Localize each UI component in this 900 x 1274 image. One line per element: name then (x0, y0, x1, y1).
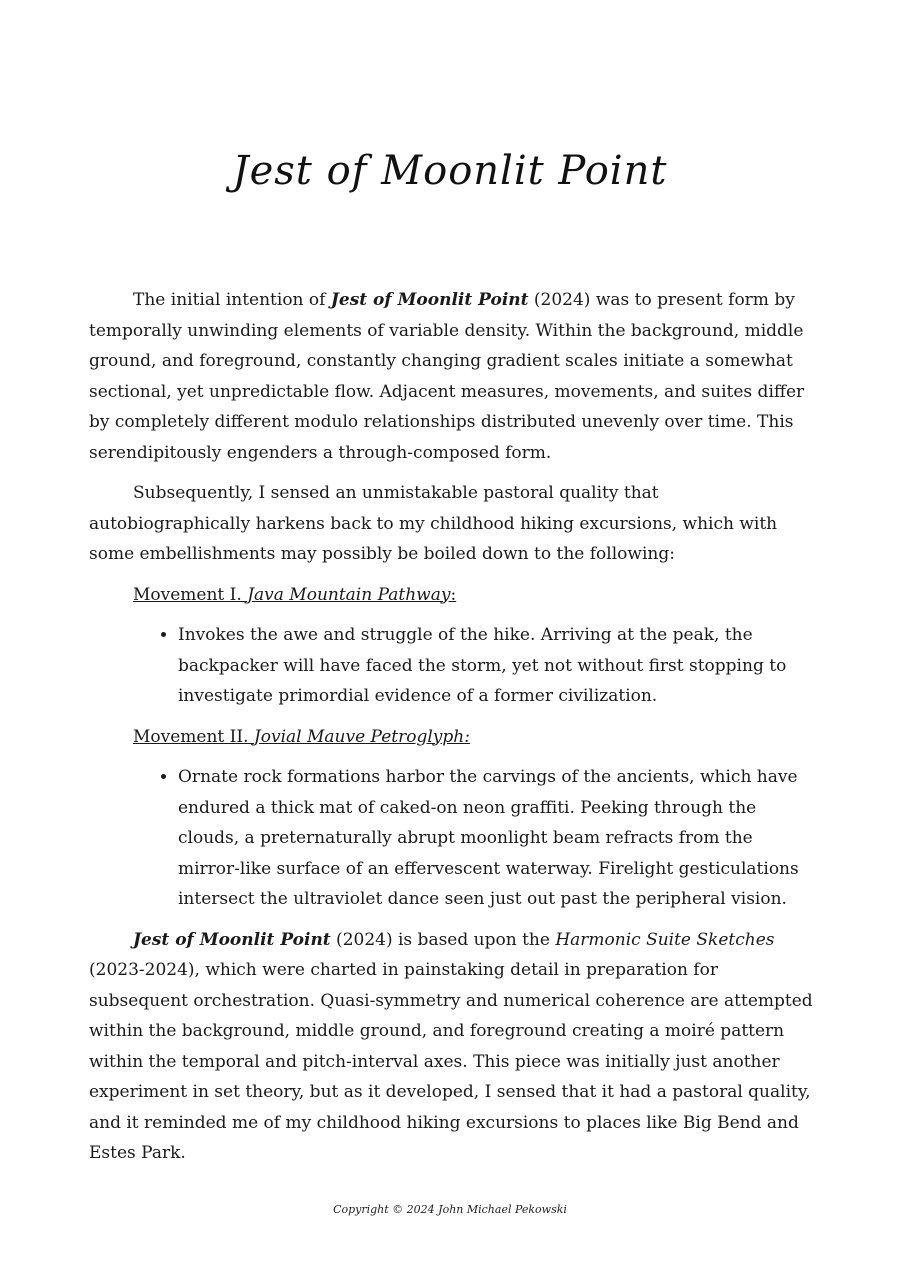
work-title-2: Jest of Moonlit Point (133, 929, 331, 950)
movement-1-bullet: • Invokes the awe and struggle of the hike. Arriving at the peak, the backpacker will have faced the storm, yet not without first stopping to investigate primordial evidence of a former civilization. (178, 620, 814, 712)
intro-text-start: The initial intention of (133, 290, 331, 310)
document-body (89, 285, 814, 1179)
work-title: Jest of Moonlit Point (330, 290, 529, 310)
sketches-title: Harmonic Suite Sketches (555, 929, 775, 950)
movement-2-list (89, 762, 814, 915)
intro-text-rest: (2024) was to present form by temporally unwinding elements of variable density. Within the background, middle ground, and foreground, constantly changing gradient scales initiate a somewhat sectional, yet unpredictable flow. Adjacent measures, movements, and suites differ by completely different modulo relationships distributed unevenly over time. This serendipitously engenders a through-composed form. (89, 290, 805, 463)
copyright-footer: Copyright © 2024 John Michael Pekowski (333, 1203, 567, 1216)
pastoral-paragraph: Subsequently, I sensed an unmistakable pastoral quality that autobiographically harkens back to my childhood hiking excursions, which with some embellishments may possibly be boiled down to the following: (89, 483, 778, 564)
movement-2-bullet: • Ornate rock formations harbor the carvings of the ancients, which have endured a thick mat of caked-on neon graffiti. Peeking through the clouds, a preternaturally abrupt moonlight beam refracts from the mirror-like surface of an effervescent waterway. Firelight gesticulations intersect the ultraviolet dance seen just out past the peripheral vision. (178, 762, 814, 915)
intro-paragraph (89, 285, 814, 468)
movement-1-name: Java Mountain Pathway (247, 584, 451, 605)
background-text-mid: (2024) is based upon the (330, 929, 556, 950)
document-title: Jest of Moonlit Point (232, 148, 668, 194)
movement-1-label: Movement I. (133, 584, 248, 605)
movement-1-heading (133, 580, 814, 611)
movement-1-list (89, 620, 814, 712)
movement-2-name: Jovial Mauve Petroglyph: (253, 726, 470, 747)
movement-2-heading (133, 722, 814, 753)
movement-1-suffix: : (450, 584, 457, 605)
background-text-rest: (2023-2024), which were charted in painstaking detail in preparation for subsequent orchestration. Quasi-symmetry and numerical coherence are attempted within the background, middle ground, and foreground creating a moiré pattern within the temporal and pitch-interval axes. This piece was initially just another experiment in set theory, but as it developed, I sensed that it had a pastoral quality, and it reminded me of my childhood hiking excursions to places like Big Bend and Estes Park. (89, 960, 813, 1163)
movement-2-label: Movement II. (133, 726, 254, 747)
background-paragraph (89, 925, 814, 1169)
